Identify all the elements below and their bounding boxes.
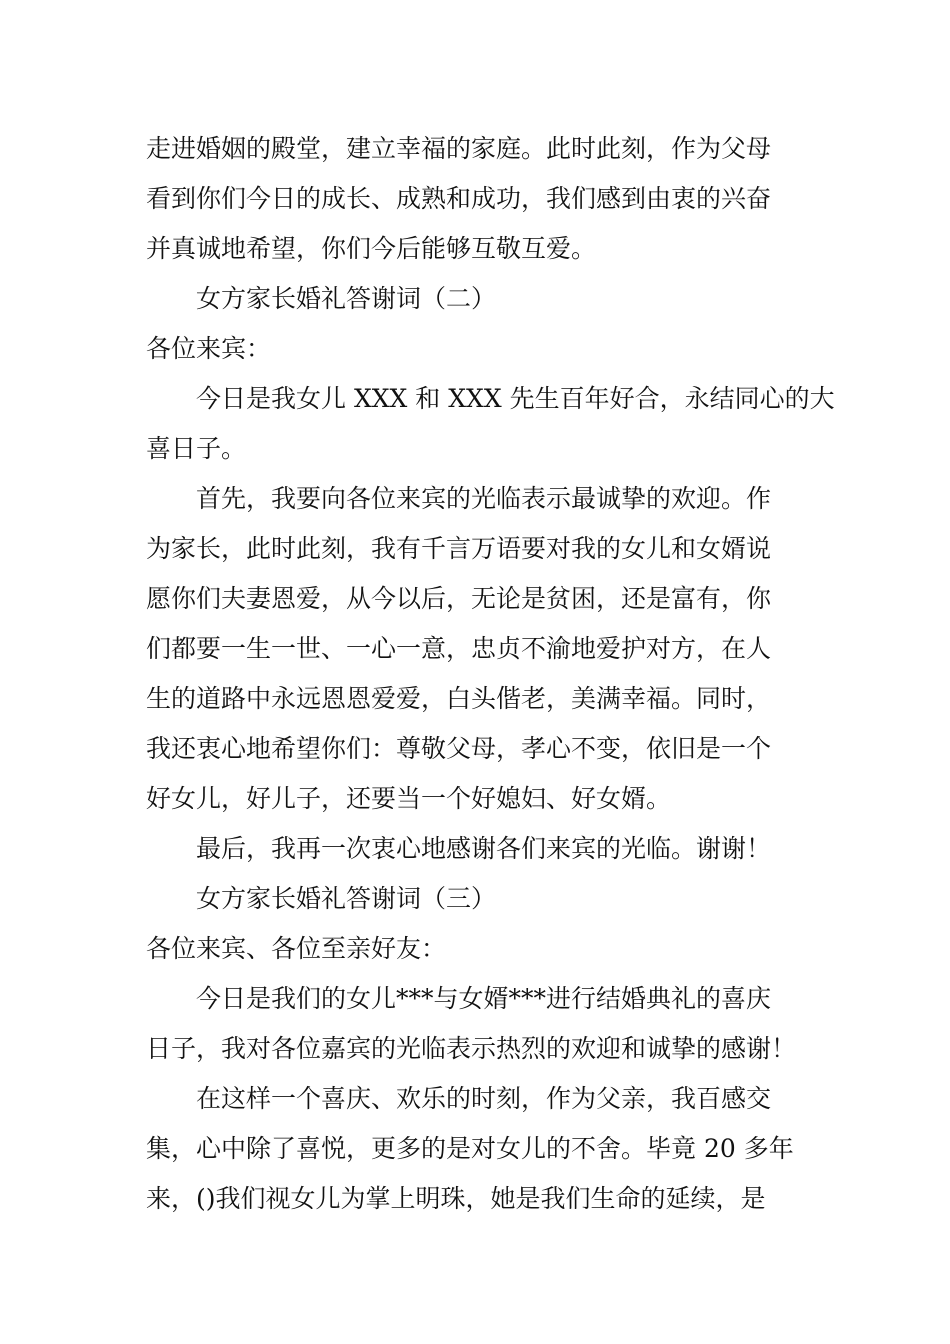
text-line: 喜日子。 xyxy=(146,434,247,463)
text-line: 并真诚地希望，你们今后能够互敬互爱。 xyxy=(146,234,597,263)
section-heading: 女方家长婚礼答谢词（二） xyxy=(196,284,497,313)
text-line: 在这样一个喜庆、欢乐的时刻，作为父亲，我百感交 xyxy=(196,1084,772,1113)
text-line: 今日是我女儿 XXX 和 XXX 先生百年好合，永结同心的大 xyxy=(196,384,835,413)
text-line: 来，()我们视女儿为掌上明珠，她是我们生命的延续，是 xyxy=(146,1184,766,1213)
text-line: 们都要一生一世、一心一意，忠贞不渝地爱护对方，在人 xyxy=(146,634,772,663)
text-line: 为家长，此时此刻，我有千言万语要对我的女儿和女婿说 xyxy=(146,534,772,563)
text-line: 好女儿，好儿子，还要当一个好媳妇、好女婿。 xyxy=(146,784,672,813)
text-line: 愿你们夫妻恩爱，从今以后，无论是贫困，还是富有，你 xyxy=(146,584,772,613)
text-line: 首先，我要向各位来宾的光临表示最诚挚的欢迎。作 xyxy=(196,484,772,513)
text-line: 走进婚姻的殿堂，建立幸福的家庭。此时此刻，作为父母 xyxy=(146,134,772,163)
text-line: 我还衷心地希望你们：尊敬父母，孝心不变，依旧是一个 xyxy=(146,734,772,763)
text-line: 今日是我们的女儿***与女婿***进行结婚典礼的喜庆 xyxy=(196,984,772,1013)
text-line: 最后，我再一次衷心地感谢各们来宾的光临。谢谢！ xyxy=(196,834,772,863)
salutation: 各位来宾、各位至亲好友： xyxy=(146,934,447,963)
text-line: 集，心中除了喜悦，更多的是对女儿的不舍。毕竟 20 多年 xyxy=(146,1134,794,1163)
text-line: 日子，我对各位嘉宾的光临表示热烈的欢迎和诚挚的感谢！ xyxy=(146,1034,797,1063)
text-line: 看到你们今日的成长、成熟和成功，我们感到由衷的兴奋 xyxy=(146,184,772,213)
text-line: 生的道路中永远恩恩爱爱，白头偕老，美满幸福。同时， xyxy=(146,684,772,713)
section-heading: 女方家长婚礼答谢词（三） xyxy=(196,884,497,913)
salutation: 各位来宾： xyxy=(146,334,272,363)
